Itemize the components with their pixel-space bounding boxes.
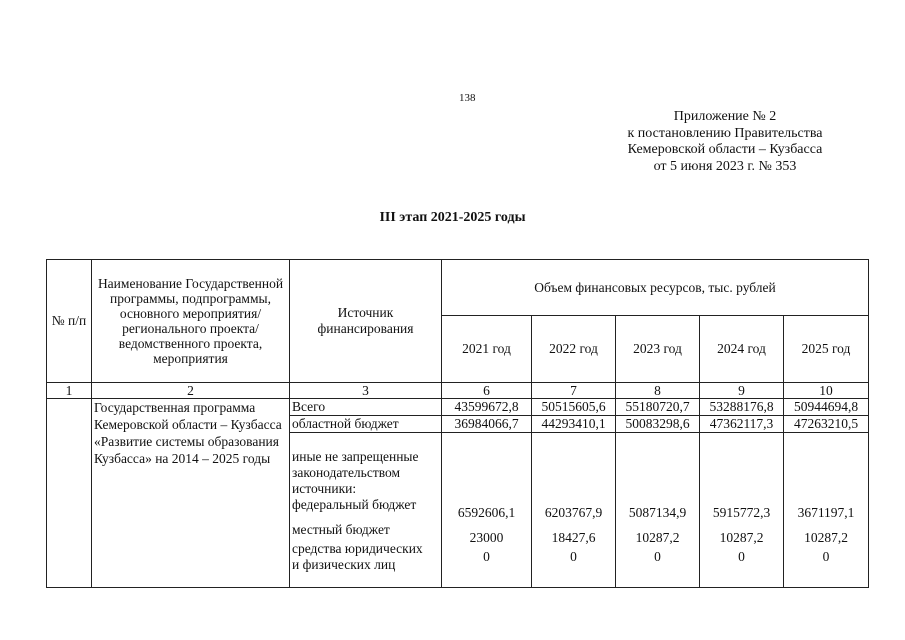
value-column-cell bbox=[442, 433, 532, 588]
header-year: 2021 год bbox=[442, 316, 532, 383]
value-cell: 44293410,1 bbox=[532, 416, 616, 433]
header-volume: Объем финансовых ресурсов, тыс. рублей bbox=[442, 260, 869, 316]
other-sources-cell bbox=[290, 433, 442, 588]
value-column-cell bbox=[700, 433, 784, 588]
value-cell: 43599672,8 bbox=[442, 399, 532, 416]
column-number: 2 bbox=[92, 383, 290, 399]
financing-table bbox=[46, 259, 869, 588]
appendix-line: от 5 июня 2023 г. № 353 bbox=[653, 158, 797, 174]
value-cell: 55180720,7 bbox=[616, 399, 700, 416]
other-sources-label: источники: bbox=[292, 480, 357, 496]
header-source: Источник финансирования bbox=[290, 260, 442, 383]
value-cell: 10287,2 bbox=[719, 529, 764, 545]
source-label: и физических лиц bbox=[292, 556, 396, 572]
column-number: 3 bbox=[290, 383, 442, 399]
header-year: 2025 год bbox=[784, 316, 869, 383]
appendix-line: Кемеровской области – Кузбасса bbox=[627, 142, 823, 157]
value-cell: 3671197,1 bbox=[797, 504, 855, 520]
value-cell: 6203767,9 bbox=[544, 504, 603, 520]
appendix-line: к постановлению Правительства bbox=[627, 125, 823, 141]
value-column-cell bbox=[616, 433, 700, 588]
source-cell: Всего bbox=[290, 399, 442, 416]
row-number-cell bbox=[47, 399, 92, 588]
appendix-block bbox=[600, 109, 850, 175]
value-cell: 5087134,9 bbox=[628, 504, 687, 520]
value-cell: 36984066,7 bbox=[442, 416, 532, 433]
value-cell: 0 bbox=[654, 548, 661, 564]
header-num: № п/п bbox=[47, 260, 92, 383]
other-sources-label: иные не запрещенные bbox=[292, 448, 419, 464]
value-cell: 10287,2 bbox=[804, 529, 848, 545]
value-cell: 50515605,6 bbox=[532, 399, 616, 416]
source-label: средства юридических bbox=[292, 540, 423, 556]
value-cell: 5915772,3 bbox=[712, 504, 771, 520]
header-year: 2024 год bbox=[700, 316, 784, 383]
appendix-line: Приложение № 2 bbox=[673, 109, 777, 124]
value-cell: 0 bbox=[822, 548, 830, 564]
value-cell: 10287,2 bbox=[635, 529, 680, 545]
value-cell: 0 bbox=[483, 548, 490, 564]
value-cell: 50083298,6 bbox=[616, 416, 700, 433]
other-sources-label: законодательством bbox=[292, 464, 401, 480]
header-year: 2023 год bbox=[616, 316, 700, 383]
column-number: 7 bbox=[532, 383, 616, 399]
value-cell: 0 bbox=[738, 548, 745, 564]
header-year: 2022 год bbox=[532, 316, 616, 383]
column-number: 1 bbox=[47, 383, 92, 399]
value-cell: 6592606,1 bbox=[457, 504, 516, 520]
page-number: 138 bbox=[459, 92, 476, 104]
value-cell: 23000 bbox=[469, 529, 504, 545]
source-label: федеральный бюджет bbox=[292, 496, 417, 512]
table-row bbox=[47, 399, 869, 416]
value-cell: 0 bbox=[570, 548, 577, 564]
stage-title: III этап 2021-2025 годы bbox=[379, 210, 526, 225]
program-name: Государственная программа Кемеровской области – Кузбасса «Развитие системы образования Кузбасса» на 2014 – 2025 годы bbox=[92, 399, 290, 588]
header-program: Наименование Государственной программы, подпрограммы, основного мероприятия/регионального проекта/ведомственного проекта, мероприятия bbox=[92, 260, 290, 383]
value-cell: 50944694,8 bbox=[784, 399, 869, 416]
column-number: 8 bbox=[616, 383, 700, 399]
value-cell: 47362117,3 bbox=[700, 416, 784, 433]
value-cell: 47263210,5 bbox=[784, 416, 869, 433]
value-column-cell bbox=[532, 433, 616, 588]
source-label: местный бюджет bbox=[292, 521, 390, 537]
value-column-cell bbox=[784, 433, 869, 588]
value-cell: 53288176,8 bbox=[700, 399, 784, 416]
column-number: 10 bbox=[784, 383, 869, 399]
column-number: 9 bbox=[700, 383, 784, 399]
value-cell: 18427,6 bbox=[551, 529, 596, 545]
column-number: 6 bbox=[442, 383, 532, 399]
source-cell: областной бюджет bbox=[290, 416, 442, 433]
